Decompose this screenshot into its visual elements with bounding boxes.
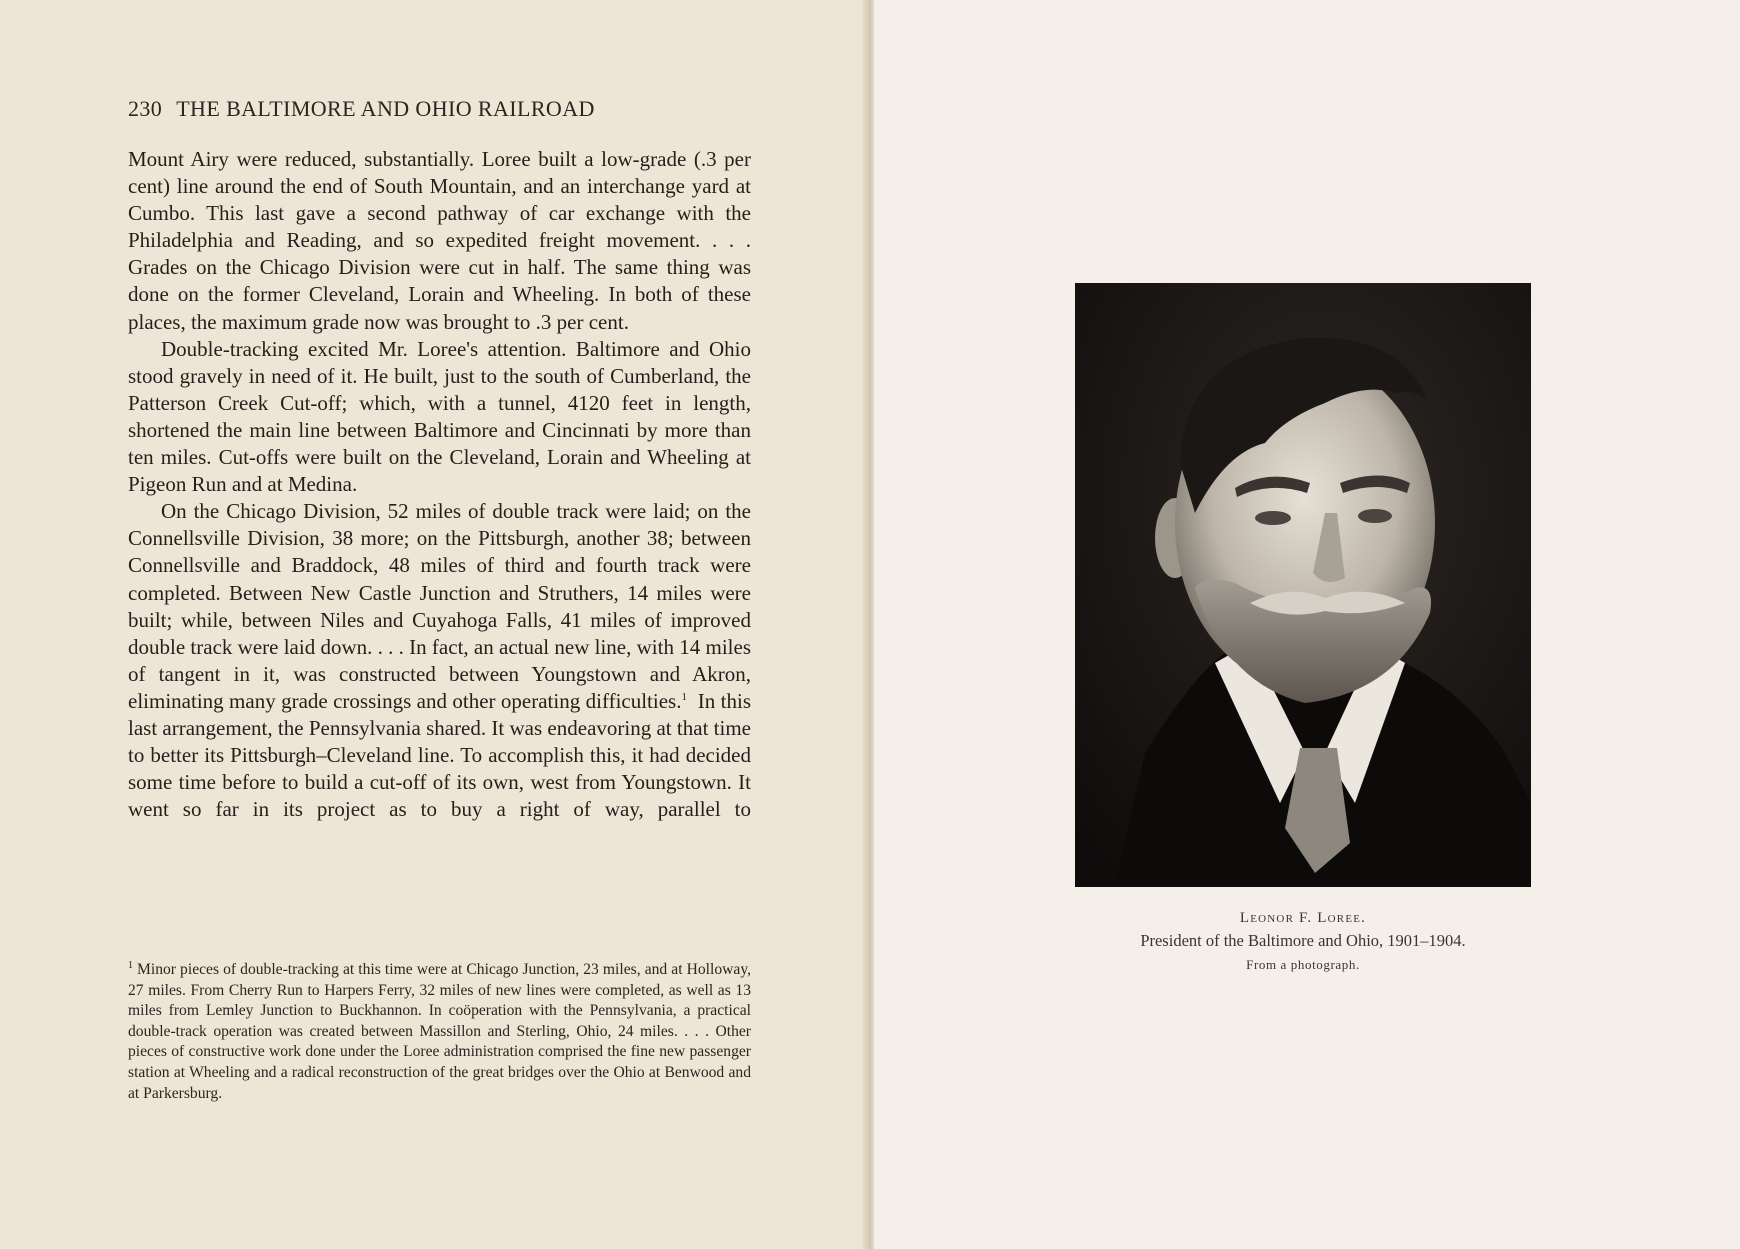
- paragraph-3: [128, 498, 751, 823]
- footnote-mark: 1: [128, 959, 133, 971]
- paragraph-3-continuation: In this last arrangement, the Pennsylvania shared. It was endeavoring at that time to better its Pittsburgh–Cleveland line. To accomplish this, it had decided some time before to build a cut-off of its own, west from Youngstown. It went so far in its project as to buy a right of way, parallel to: [128, 688, 751, 822]
- running-head: [128, 96, 748, 122]
- body-text: [128, 146, 751, 823]
- footnote: [128, 960, 751, 1104]
- paragraph-3-text: On the Chicago Division, 52 miles of double track were laid; on the Connellsville Division, 38 more; on the Pittsburgh, another 38; between Connellsville and Braddock, 48 miles of third and fourth track were completed. Between New Castle Junction and Struthers, 14 miles were built; while, between Niles and Cuyahoga Falls, 41 miles of improved double track were laid down. . . . In fact, an actual new line, with 14 miles of tangent in it, was constructed between Youngstown and Akron, eliminating many grade crossings and other operating difficulties.: [128, 499, 751, 713]
- caption-source: From a photograph.: [1246, 957, 1360, 972]
- paragraph-2: Double-tracking excited Mr. Loree's attention. Baltimore and Ohio stood gravely in need of it. He built, just to the south of Cumberland, the Patterson Creek Cut-off; which, with a tunnel, 4120 feet in length, shortened the main line between Baltimore and Cincinnati by more than ten miles. Cut-offs were built on the Cleveland, Lorain and Wheeling at Pigeon Run and at Medina.: [128, 336, 751, 497]
- running-head-title: THE BALTIMORE AND OHIO RAILROAD: [176, 96, 595, 121]
- footnote-text: Minor pieces of double-tracking at this time were at Chicago Junction, 23 miles, and at Holloway, 27 miles. From Cherry Run to Harpers Ferry, 32 miles of new lines were completed, as well as 13 miles from Lemley Junction to Buckhannon. In coöperation with the Pennsylvania, a practical double-track operation was created between Massillon and Sterling, Ohio, 24 miles. . . . Other pieces of constructive work done under the Loree administration comprised the fine new passenger station at Wheeling and a radical reconstruction of the great bridges over the Ohio at Benwood and at Parkersburg.: [128, 961, 751, 1102]
- portrait-photograph: [1075, 283, 1531, 887]
- page-number: 230: [128, 96, 163, 121]
- caption-title: President of the Baltimore and Ohio, 1901–1904.: [1140, 931, 1466, 950]
- left-page: [0, 0, 868, 1249]
- caption-name: Leonor F. Loree.: [1239, 910, 1367, 926]
- plate-caption: [1075, 908, 1531, 977]
- footnote-reference: 1: [681, 690, 687, 703]
- paragraph-1: Mount Airy were reduced, substantially. Loree built a low-grade (.3 per cent) line around the end of South Mountain, and an interchange yard at Cumbo. This last gave a second pathway of car exchange with the Philadelphia and Reading, and so expedited freight movement. . . . Grades on the Chicago Division were cut in half. The same thing was done on the former Cleveland, Lorain and Wheeling. In both of these places, the maximum grade now was brought to .3 per cent.: [128, 147, 751, 334]
